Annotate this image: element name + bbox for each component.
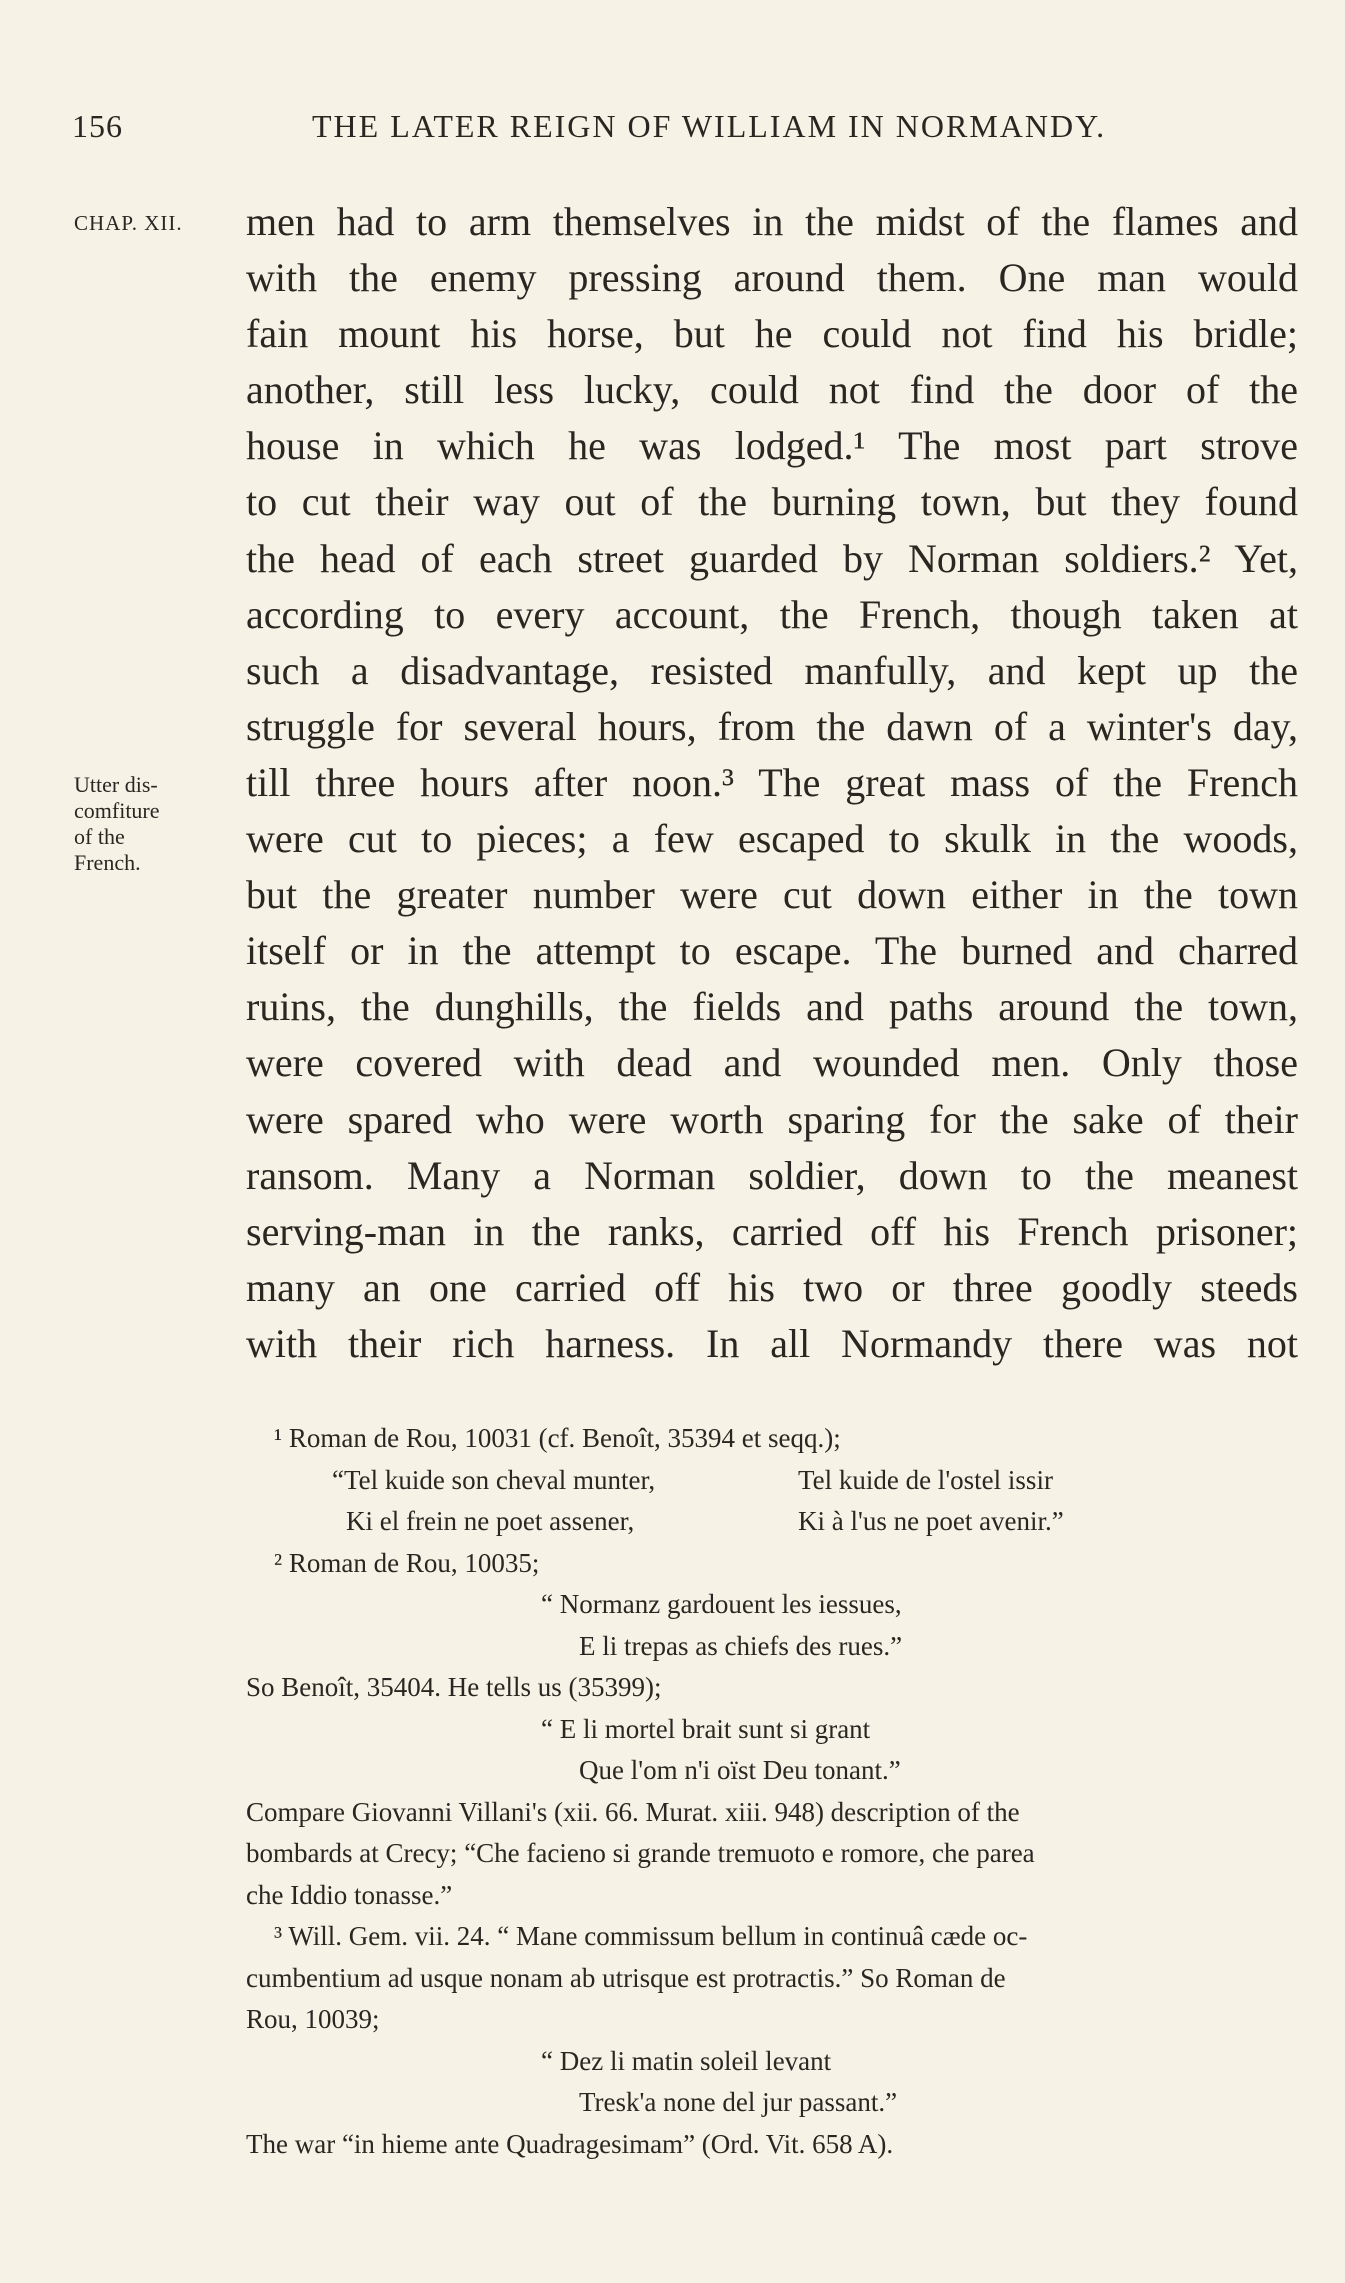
- verse-line: “ E li mortel brait sunt si grant: [541, 1713, 871, 1744]
- footnote-verse: [246, 1460, 1298, 1502]
- footnote-text: Rou, 10039;: [246, 2004, 380, 2034]
- body-line: such a disadvantage, resisted manfully, and kept up the: [246, 647, 1298, 693]
- side-note-line: Utter dis-: [74, 772, 158, 797]
- footnote-text: che Iddio tonasse.”: [246, 1879, 453, 1910]
- body-line: many an one carried off his two or three goodly steeds: [246, 1264, 1298, 1310]
- body-line: with the enemy pressing around them. One man would: [246, 255, 1298, 301]
- body-line: according to every account, the French, though taken at: [246, 591, 1298, 637]
- footnote-1: ¹ Roman de Rou, 10031 (cf. Benoît, 35394 et seqq.);: [274, 1423, 841, 1453]
- verse-line: Ki el frein ne poet assener,: [346, 1506, 635, 1536]
- footnote-text: bombards at Crecy; “Che facieno si grande tremuoto e romore, che parea: [246, 1838, 1035, 1868]
- verse-line: E li trepas as chiefs des rues.”: [579, 1630, 903, 1661]
- body-line: itself or in the attempt to escape. The burned and charred: [246, 928, 1298, 974]
- verse-line: “Tel kuide son cheval munter,: [332, 1464, 656, 1495]
- footnote-3: ³ Will. Gem. vii. 24. “ Mane commissum bellum in continuâ cæde oc-: [274, 1921, 1028, 1951]
- body-line: till three hours after noon.³ The great mass of the French: [246, 759, 1298, 805]
- body-line: were cut to pieces; a few escaped to skulk in the woods,: [246, 816, 1298, 862]
- body-line: but the greater number were cut down either in the town: [246, 872, 1298, 918]
- body-line: ruins, the dunghills, the fields and paths around the town,: [246, 984, 1298, 1030]
- footnote-text: cumbentium ad usque nonam ab utrisque est protractis.” So Roman de: [246, 1962, 1006, 1993]
- body-line: another, still less lucky, could not find the door of the: [246, 367, 1298, 413]
- body-line: were covered with dead and wounded men. Only those: [246, 1040, 1298, 1086]
- page-number: 156: [72, 108, 123, 144]
- verse-line: “ Dez li matin soleil levant: [541, 2045, 832, 2076]
- side-note-line: of the: [74, 824, 125, 849]
- body-line: were spared who were worth sparing for the sake of their: [246, 1096, 1298, 1142]
- verse-line: Que l'om n'i oïst Deu tonant.”: [579, 1755, 901, 1785]
- footnote-verse: [246, 1501, 1298, 1543]
- body-line: the head of each street guarded by Norman soldiers.² Yet,: [246, 535, 1298, 581]
- running-title: THE LATER REIGN OF WILLIAM IN NORMANDY.: [312, 108, 1107, 144]
- body-line: to cut their way out of the burning town, but they found: [246, 479, 1298, 525]
- footnotes: [246, 1418, 1298, 2165]
- side-note-line: French.: [74, 850, 141, 875]
- side-note-line: comfiture: [74, 798, 160, 823]
- verse-line: “ Normanz gardouent les iessues,: [541, 1589, 902, 1619]
- verse-line: Tel kuide de l'ostel issir: [798, 1464, 1053, 1495]
- footnote-2: ² Roman de Rou, 10035;: [274, 1547, 540, 1578]
- verse-line: Tresk'a none del jur passant.”: [579, 2087, 898, 2117]
- body-line: men had to arm themselves in the midst of the flames and: [246, 199, 1298, 244]
- body-line: with their rich harness. In all Normandy there was not: [246, 1320, 1298, 1366]
- chapter-marker: CHAP. XII.: [74, 211, 183, 235]
- body-line: ransom. Many a Norman soldier, down to the meanest: [246, 1152, 1298, 1198]
- side-note: [74, 772, 224, 876]
- footnote-text: So Benoît, 35404. He tells us (35399);: [246, 1672, 662, 1702]
- verse-line: Ki à l'us ne poet avenir.”: [798, 1506, 1064, 1536]
- body-line: struggle for several hours, from the dawn of a winter's day,: [246, 703, 1298, 749]
- footnote-text: The war “in hieme ante Quadragesimam” (Ord. Vit. 658 A).: [246, 2128, 894, 2159]
- body-line: fain mount his horse, but he could not find his bridle;: [246, 311, 1298, 357]
- body-text: [246, 194, 1298, 1372]
- body-line: serving-man in the ranks, carried off his French prisoner;: [246, 1208, 1298, 1254]
- body-line: house in which he was lodged.¹ The most part strove: [246, 423, 1298, 469]
- footnote-text: Compare Giovanni Villani's (xii. 66. Murat. xiii. 948) description of the: [246, 1796, 1020, 1827]
